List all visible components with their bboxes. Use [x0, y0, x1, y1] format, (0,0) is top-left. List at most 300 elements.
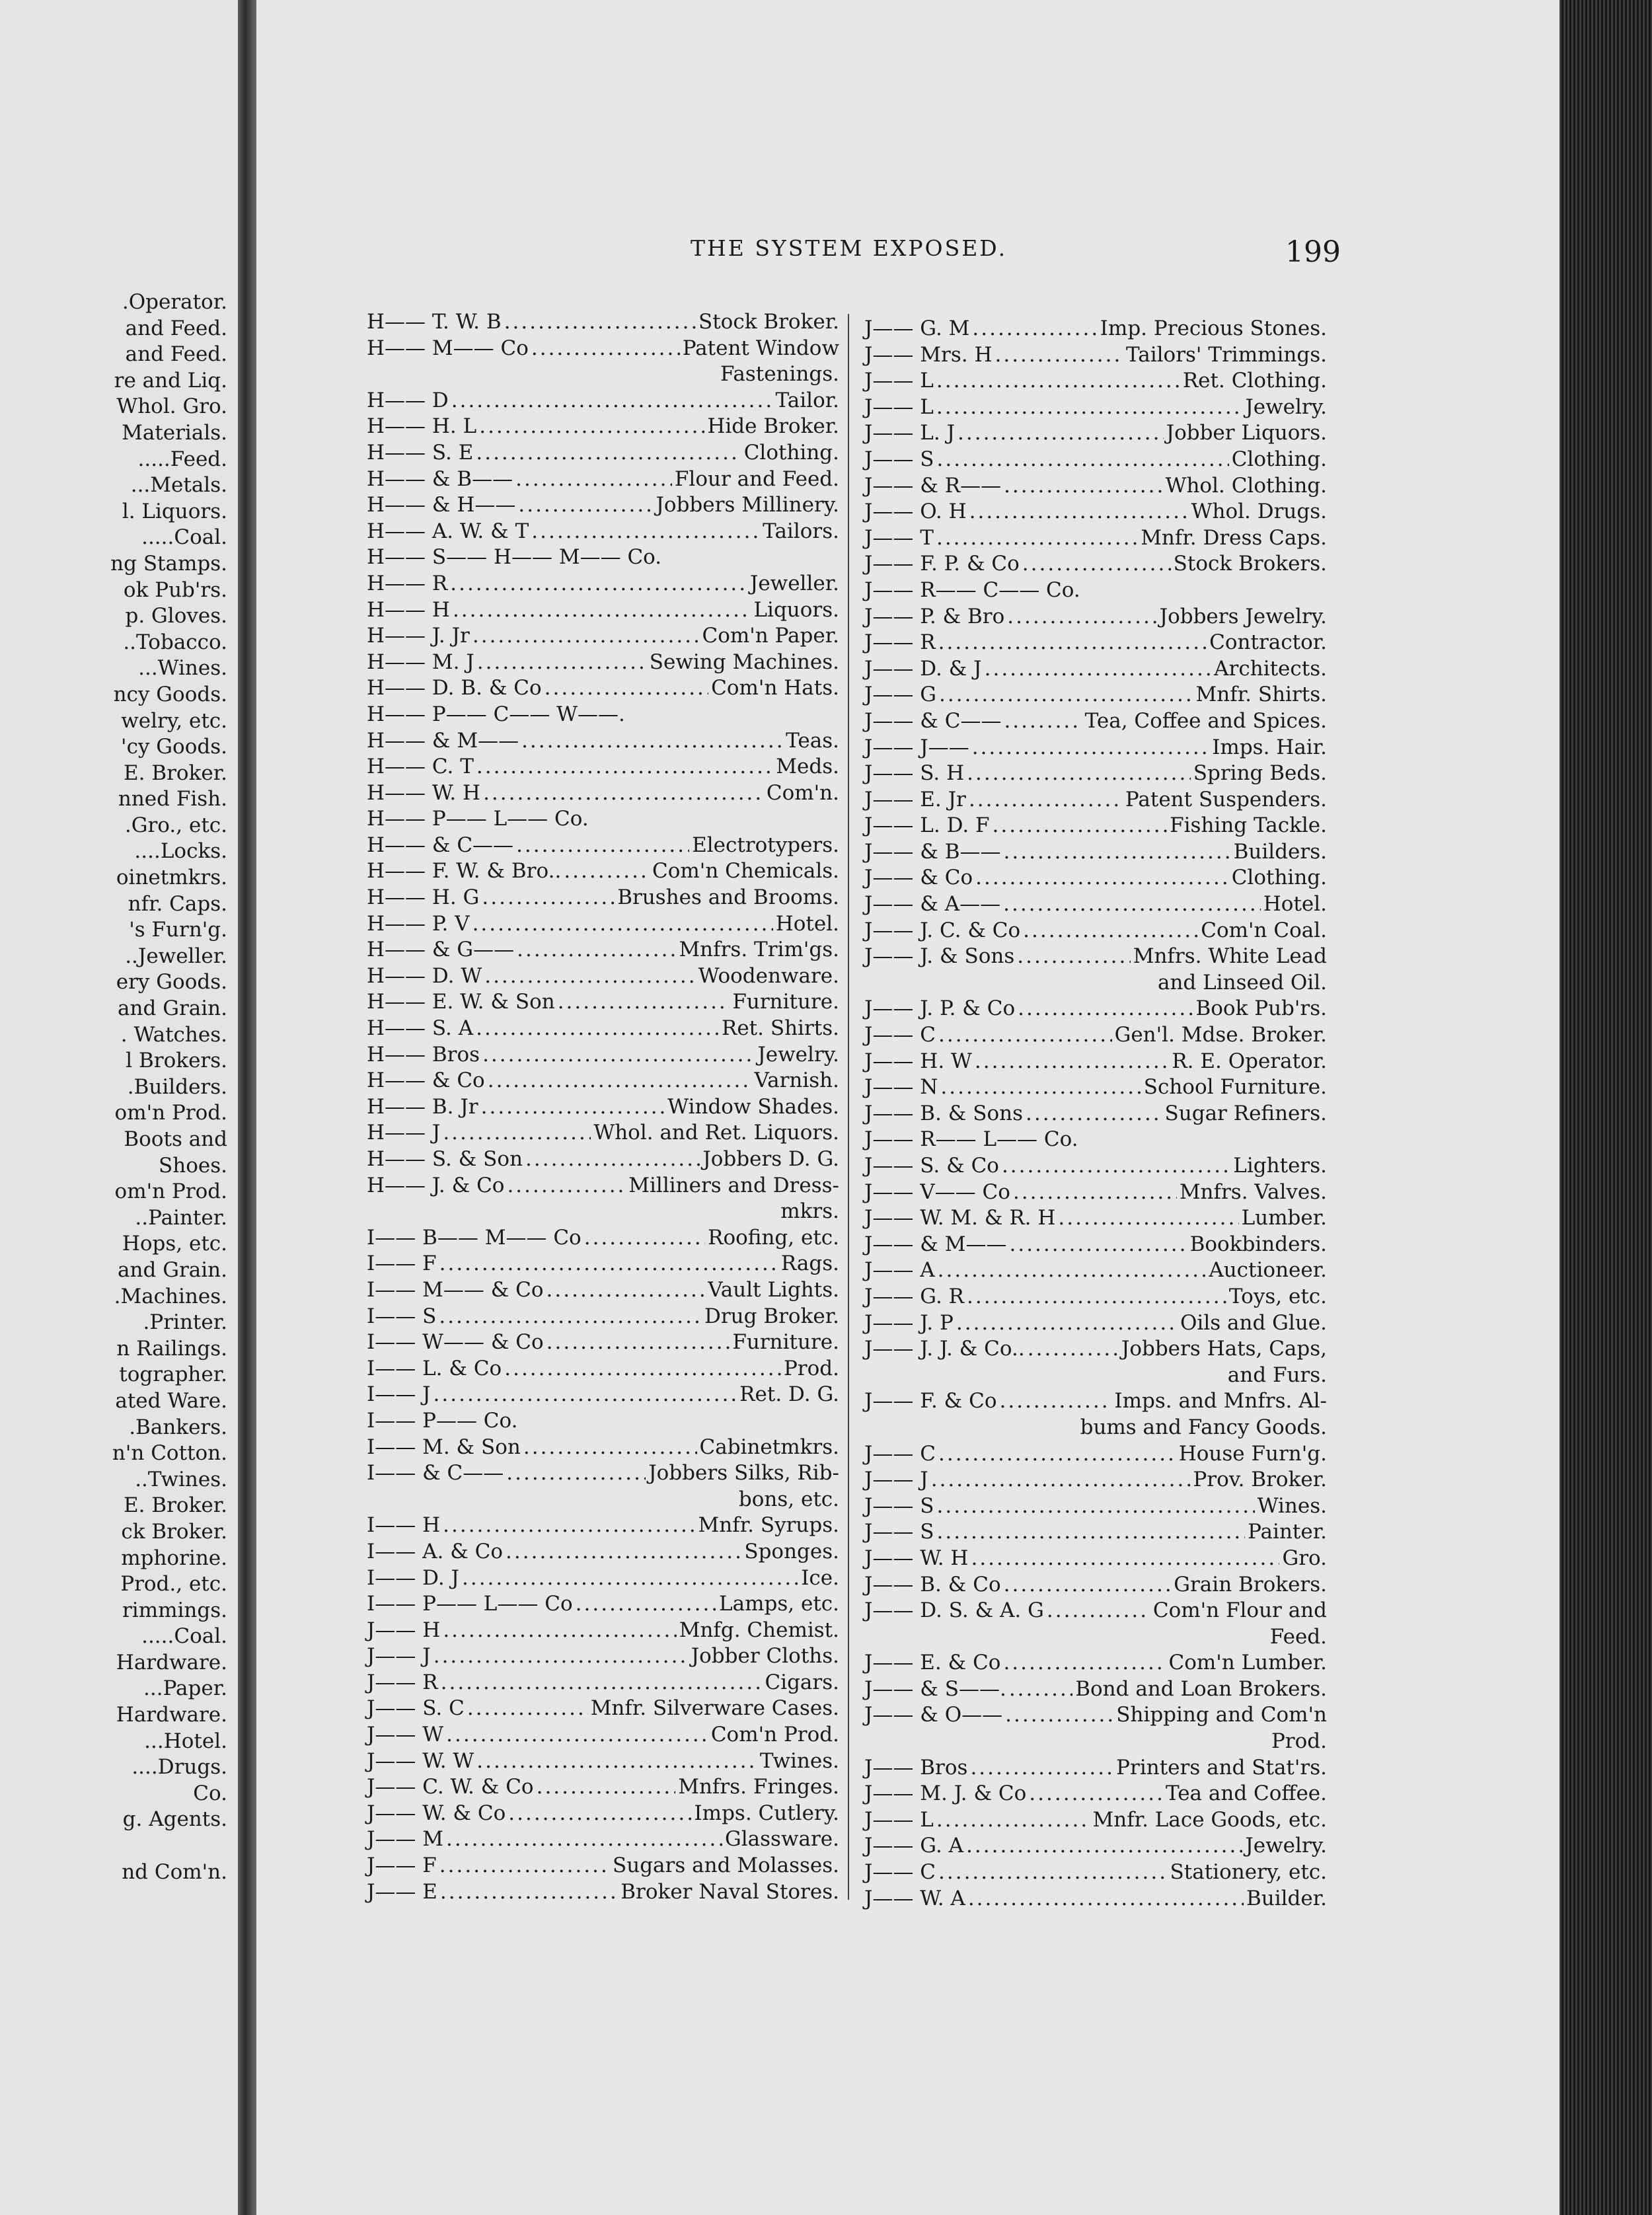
- directory-entry: [367, 1435, 839, 1461]
- entry-name: I—— A. & Co: [367, 1539, 504, 1563]
- entry-name: H—— C. T: [367, 755, 474, 779]
- entry-occupation: Cigars.: [765, 1670, 839, 1694]
- entry-occupation: Lumber.: [1241, 1206, 1327, 1230]
- left-fragment-line: om'n Prod.: [114, 1180, 227, 1204]
- dot-leader: [970, 1755, 1113, 1782]
- dot-leader: [975, 1049, 1169, 1075]
- entry-name: J—— & A——: [864, 892, 1001, 917]
- directory-entry: [864, 1127, 1327, 1153]
- left-fragment-line: Co.: [193, 1781, 227, 1805]
- entry-occupation: Teas.: [786, 728, 839, 753]
- entry-occupation: Jobber Liquors.: [1166, 421, 1327, 445]
- entry-occupation: Wines.: [1257, 1493, 1327, 1518]
- dot-leader: [985, 656, 1212, 683]
- directory-entry: [367, 1016, 839, 1042]
- directory-entry: [367, 937, 839, 963]
- dot-leader: [1003, 891, 1261, 918]
- entry-occupation: Whol. Clothing.: [1165, 473, 1327, 498]
- dot-leader: [972, 735, 1209, 761]
- directory-entry: [367, 361, 839, 388]
- entry-name: J—— E: [367, 1879, 437, 1904]
- directory-entry: [864, 1074, 1327, 1101]
- directory-entry: [864, 839, 1327, 866]
- dot-leader: [971, 1546, 1279, 1572]
- directory-entry: [864, 1781, 1327, 1807]
- entry-occupation: Book Pub'rs.: [1195, 996, 1327, 1021]
- left-fragment-line: and Grain.: [118, 1258, 227, 1282]
- page-number: 199: [1285, 235, 1341, 269]
- directory-entry: [367, 1330, 839, 1356]
- entry-name: J—— & C——: [864, 708, 1002, 733]
- left-fragment-line: ...Paper.: [143, 1676, 227, 1701]
- entry-occupation: Imp. Precious Stones.: [1100, 317, 1327, 340]
- directory-entry: [864, 1859, 1327, 1886]
- directory-entry: [367, 1173, 839, 1199]
- entry-occupation: Electrotypers.: [692, 833, 839, 857]
- entry-name: J—— J. & Sons: [864, 944, 1015, 969]
- dot-leader: [439, 1251, 778, 1277]
- entry-name: H—— S. & Son: [367, 1147, 523, 1171]
- entry-occupation: Brushes and Brooms.: [617, 885, 839, 910]
- directory-entry: [864, 420, 1327, 447]
- entry-name: I—— D. J: [367, 1565, 459, 1590]
- entry-occupation: Fastenings.: [720, 362, 839, 387]
- directory-entry: [864, 787, 1327, 813]
- entry-name: J—— C. W. & Co: [367, 1775, 534, 1799]
- entry-name: J—— & R——: [864, 473, 1002, 498]
- entry-name: H—— M. J: [367, 650, 474, 674]
- left-fragment-line: and Grain.: [118, 996, 227, 1021]
- left-fragment-line: Hardware.: [116, 1650, 227, 1674]
- directory-entry: [864, 525, 1327, 552]
- dot-leader: [576, 1591, 716, 1618]
- entry-occupation: Sugars and Molasses.: [613, 1854, 839, 1878]
- left-fragment-line: ...Hotel.: [144, 1729, 227, 1753]
- left-fragment-line: ..Jeweller.: [125, 944, 227, 968]
- dot-leader: [1058, 1205, 1238, 1232]
- entry-name: J—— J: [864, 1468, 928, 1492]
- entry-occupation: Tailors.: [763, 519, 839, 543]
- left-fragment-line: .Machines.: [114, 1284, 227, 1308]
- entry-name: I—— M—— & Co: [367, 1277, 544, 1302]
- directory-entry: [367, 1120, 839, 1146]
- entry-occupation: Jewelry.: [1245, 394, 1327, 419]
- dot-leader: [537, 1774, 676, 1801]
- left-fragment-line: g. Agents.: [122, 1807, 227, 1832]
- entry-name: J—— D. & J: [864, 656, 982, 681]
- left-fragment-line: ..Twines.: [135, 1467, 227, 1491]
- left-fragment-line: oinetmkrs.: [116, 866, 227, 890]
- entry-name: H—— & B——: [367, 467, 513, 491]
- directory-entry: [367, 1042, 839, 1069]
- directory-entry: [367, 1696, 839, 1722]
- left-fragment-line: ...Wines.: [138, 656, 227, 681]
- directory-entry: [367, 1879, 839, 1906]
- dot-leader: [993, 813, 1168, 839]
- left-fragment-line: nned Fish.: [118, 787, 227, 811]
- directory-entry: [367, 1591, 839, 1618]
- entry-name: H—— P—— C—— W——.: [367, 702, 625, 726]
- directory-entry: [864, 604, 1327, 630]
- dot-leader: [1018, 996, 1193, 1022]
- entry-name: J—— L. D. F: [864, 813, 990, 838]
- dot-leader: [1028, 1336, 1119, 1363]
- entry-name: J—— R: [864, 630, 936, 655]
- directory-entry: [367, 571, 839, 597]
- entry-occupation: Sugar Refiners.: [1164, 1101, 1327, 1125]
- entry-occupation: Ret. Shirts.: [721, 1016, 839, 1041]
- directory-entry: [367, 1068, 839, 1094]
- entry-occupation: Roofing, etc.: [708, 1225, 839, 1250]
- entry-occupation: Toys, etc.: [1228, 1284, 1327, 1308]
- directory-entry: [367, 1774, 839, 1801]
- entry-name: J—— R: [367, 1670, 438, 1694]
- entry-name: I—— B—— M—— Co: [367, 1225, 582, 1250]
- left-page-fragment: [0, 0, 238, 2215]
- entry-name: J—— J: [367, 1644, 431, 1669]
- entry-occupation: Com'n Flour and: [1152, 1598, 1327, 1623]
- directory-entry: [864, 1310, 1327, 1337]
- dot-leader: [931, 1467, 1191, 1493]
- directory-entry: [864, 918, 1327, 944]
- directory-entry: [864, 996, 1327, 1022]
- entry-occupation: Com'n Prod.: [710, 1723, 839, 1747]
- entry-name: J—— J. C. & Co: [864, 918, 1021, 942]
- dot-leader: [1013, 1180, 1177, 1206]
- left-fragment-line: ck Broker.: [121, 1519, 227, 1544]
- entry-occupation: Com'n Lumber.: [1168, 1651, 1327, 1675]
- left-fragment-line: and Feed.: [125, 316, 227, 340]
- left-fragment-line: Materials.: [122, 420, 227, 445]
- entry-name: H—— A. W. & T: [367, 519, 529, 543]
- left-fragment-line: Prod., etc.: [120, 1572, 227, 1596]
- entry-name: J—— G: [864, 683, 937, 707]
- entry-occupation: Cabinetmkrs.: [699, 1435, 839, 1459]
- directory-entry: [367, 309, 839, 336]
- entry-occupation: Jewelry.: [1245, 1834, 1327, 1858]
- directory-column-right: [864, 316, 1327, 1912]
- left-fragment-line: E. Broker.: [124, 1493, 227, 1518]
- entry-name: J—— & M——: [864, 1232, 1007, 1256]
- entry-name: I—— & C——: [367, 1461, 504, 1485]
- directory-entry: [367, 1722, 839, 1748]
- directory-entry: [367, 1565, 839, 1592]
- dot-leader: [546, 1330, 730, 1356]
- entry-name: J—— W. W: [367, 1748, 474, 1773]
- entry-name: J—— L: [864, 369, 934, 393]
- entry-occupation: Oils and Glue.: [1180, 1310, 1327, 1335]
- dot-leader: [504, 309, 696, 336]
- dot-leader: [483, 780, 764, 807]
- directory-entry: [367, 702, 839, 728]
- directory-entry: [864, 551, 1327, 578]
- dot-leader: [938, 1859, 1168, 1886]
- entry-name: J—— C: [864, 1023, 936, 1047]
- directory-entry: [864, 1441, 1327, 1468]
- dot-leader: [443, 1513, 695, 1539]
- entry-occupation: Grain Brokers.: [1174, 1572, 1327, 1596]
- directory-entry: [367, 1801, 839, 1827]
- entry-name: H—— Bros: [367, 1042, 480, 1067]
- directory-entry: [367, 388, 839, 414]
- directory-entry: [864, 813, 1327, 839]
- entry-occupation: Rags.: [780, 1252, 839, 1276]
- dot-leader: [440, 1879, 618, 1906]
- entry-occupation: Jeweller.: [749, 571, 839, 595]
- directory-entry: [367, 1225, 839, 1252]
- dot-leader: [957, 420, 1164, 447]
- entry-occupation: School Furniture.: [1143, 1075, 1327, 1100]
- directory-entry: [367, 1094, 839, 1121]
- entry-occupation: Com'n.: [766, 780, 839, 805]
- entry-name: H—— H. L: [367, 414, 477, 439]
- entry-occupation: Whol. and Ret. Liquors.: [593, 1121, 839, 1145]
- directory-entry: [864, 1415, 1327, 1441]
- entry-occupation: Lighters.: [1233, 1154, 1327, 1178]
- entry-occupation: Mnfg. Chemist.: [679, 1618, 839, 1642]
- directory-entry: [367, 806, 839, 833]
- entry-name: H—— H. G: [367, 885, 480, 910]
- dot-leader: [1009, 1676, 1072, 1703]
- directory-entry: [367, 1382, 839, 1408]
- dot-leader: [1004, 1572, 1172, 1598]
- entry-occupation: Ice.: [801, 1565, 839, 1590]
- dot-leader: [477, 650, 647, 676]
- entry-occupation: Bond and Loan Brokers.: [1075, 1676, 1327, 1701]
- dot-leader: [937, 1519, 1246, 1546]
- directory-entry: [367, 623, 839, 650]
- entry-occupation: Mnfr. Shirts.: [1195, 683, 1327, 707]
- dot-leader: [936, 368, 1180, 394]
- dot-leader: [443, 1618, 676, 1644]
- directory-entry: [367, 1853, 839, 1879]
- dot-leader: [446, 1826, 722, 1853]
- left-page-list: [110, 289, 227, 1885]
- dot-leader: [476, 754, 773, 780]
- entry-occupation: Com'n Chemicals.: [652, 859, 839, 883]
- entry-occupation: Hotel.: [775, 911, 839, 936]
- entry-name: J—— L. J: [864, 421, 956, 445]
- entry-name: J—— P. & Bro: [864, 604, 1005, 628]
- dot-leader: [1017, 944, 1130, 970]
- directory-entry: [367, 1670, 839, 1696]
- directory-column-left: [367, 309, 839, 1905]
- entry-name: H—— & Co: [367, 1069, 485, 1093]
- dot-leader: [967, 1284, 1226, 1310]
- entry-occupation: House Furn'g.: [1178, 1441, 1327, 1466]
- left-fragment-line: ...Metals.: [130, 473, 227, 498]
- directory-entry: [864, 1546, 1327, 1572]
- entry-name: J—— C: [864, 1441, 936, 1466]
- entry-name: H—— H: [367, 597, 450, 622]
- dot-leader: [544, 675, 708, 702]
- directory-entry: [367, 858, 839, 885]
- entry-name: H—— & G——: [367, 938, 515, 962]
- directory-entry: [367, 1408, 839, 1435]
- directory-entry: [864, 1049, 1327, 1075]
- entry-occupation: Mnfr. Lace Goods, etc.: [1092, 1807, 1327, 1832]
- directory-entry: [367, 675, 839, 702]
- entry-occupation: Ret. D. G.: [739, 1382, 839, 1407]
- entry-occupation: Com'n Coal.: [1201, 918, 1327, 942]
- left-fragment-line: mphorine.: [121, 1546, 227, 1570]
- left-fragment-line: .Printer.: [143, 1310, 227, 1335]
- dot-leader: [479, 414, 704, 440]
- left-fragment-line: ....Drugs.: [131, 1755, 227, 1780]
- dot-leader: [1005, 1702, 1113, 1729]
- entry-occupation: Sewing Machines.: [649, 650, 839, 674]
- directory-entry: [367, 1618, 839, 1644]
- directory-entry: [864, 1101, 1327, 1127]
- directory-entry: [367, 336, 839, 362]
- entry-name: H—— & H——: [367, 493, 516, 517]
- dot-leader: [488, 1068, 752, 1094]
- directory-entry: [864, 1493, 1327, 1520]
- entry-name: J—— A: [864, 1258, 935, 1283]
- left-fragment-line: n Railings.: [116, 1336, 227, 1361]
- entry-name: H—— J: [367, 1121, 441, 1145]
- entry-name: H—— D: [367, 388, 449, 412]
- directory-entry: [864, 316, 1327, 342]
- dot-leader: [441, 1670, 763, 1696]
- directory-entry: [864, 656, 1327, 683]
- entry-occupation: Bookbinders.: [1189, 1232, 1327, 1256]
- entry-name: J—— H: [367, 1618, 441, 1642]
- entry-occupation: Feed.: [1269, 1624, 1327, 1649]
- entry-name: J—— W: [367, 1723, 444, 1747]
- entry-name: J—— O. H: [864, 500, 967, 524]
- entry-occupation: Patent Window: [682, 336, 839, 360]
- entry-name: J—— B. & Co: [864, 1572, 1001, 1596]
- left-fragment-line: ng Stamps.: [110, 551, 227, 576]
- dot-leader: [531, 519, 760, 545]
- directory-entry: [367, 885, 839, 911]
- entry-name: I—— L. & Co: [367, 1356, 502, 1380]
- dot-leader: [453, 597, 751, 624]
- entry-occupation: Mnfr. Silverware Cases.: [590, 1696, 839, 1721]
- dot-leader: [938, 630, 1207, 656]
- entry-name: J—— W. A: [864, 1886, 965, 1910]
- dot-leader: [975, 865, 1229, 891]
- left-fragment-line: n'n Cotton.: [112, 1441, 227, 1466]
- entry-occupation: Hide Broker.: [707, 414, 839, 439]
- entry-occupation: Broker Naval Stores.: [620, 1879, 839, 1904]
- left-fragment-line: ....Locks.: [134, 839, 227, 864]
- directory-entry: [864, 1022, 1327, 1049]
- directory-entry: [367, 963, 839, 990]
- entry-occupation: Imps. Cutlery.: [694, 1801, 839, 1825]
- running-head: THE SYSTEM EXPOSED.: [691, 235, 1008, 261]
- entry-occupation: Woodenware.: [698, 963, 839, 988]
- dot-leader: [482, 885, 615, 911]
- directory-entry: [864, 1336, 1327, 1363]
- entry-name: J—— S. & Co: [864, 1154, 999, 1178]
- directory-entry: [367, 1277, 839, 1304]
- entry-name: J—— & O——: [864, 1703, 1003, 1727]
- directory-entry: [864, 1205, 1327, 1232]
- dot-leader: [506, 1539, 741, 1565]
- dot-leader: [443, 1120, 591, 1146]
- entry-occupation: R. E. Operator.: [1172, 1049, 1327, 1073]
- entry-name: J—— & S——.: [864, 1676, 1006, 1701]
- directory-entry: [864, 1624, 1327, 1651]
- directory-entry: [367, 1513, 839, 1539]
- directory-entry: [864, 1258, 1327, 1284]
- directory-entry: [367, 1251, 839, 1277]
- directory-entry: [367, 1199, 839, 1225]
- entry-occupation: Tailor.: [775, 388, 839, 412]
- entry-occupation: Stationery, etc.: [1170, 1860, 1327, 1885]
- entry-name: J—— G. M: [864, 317, 970, 340]
- entry-name: H—— D. W: [367, 963, 482, 988]
- left-fragment-line: .....Coal.: [141, 525, 227, 550]
- entry-name: J—— L: [864, 394, 934, 419]
- entry-name: H—— P—— L—— Co.: [367, 807, 589, 831]
- entry-occupation: Liquors.: [753, 597, 839, 622]
- dot-leader: [1003, 1650, 1166, 1676]
- left-fragment-line: 's Furn'g.: [129, 918, 227, 942]
- entry-occupation: Painter.: [1248, 1520, 1327, 1544]
- directory-entry: [864, 865, 1327, 891]
- entry-name: H—— W. H: [367, 780, 481, 805]
- directory-entry: [864, 1886, 1327, 1912]
- dot-leader: [967, 761, 1191, 787]
- left-fragment-line: rimmings.: [122, 1598, 227, 1622]
- entry-name: I—— W—— & Co: [367, 1330, 544, 1355]
- entry-occupation: Tea, Coffee and Spices.: [1084, 708, 1327, 733]
- directory-entry: [864, 735, 1327, 761]
- dot-leader: [936, 1807, 1090, 1834]
- dot-leader: [937, 447, 1229, 473]
- directory-entry: [864, 1833, 1327, 1859]
- entry-occupation: Imps. and Mnfrs. Al-: [1114, 1389, 1327, 1413]
- column-divider: [848, 314, 849, 1900]
- entry-name: H—— & C——: [367, 833, 514, 857]
- entry-occupation: Prod.: [783, 1356, 839, 1380]
- directory-entry: [367, 780, 839, 807]
- dot-leader: [1004, 473, 1163, 500]
- entry-occupation: Jobbers Silks, Rib-: [648, 1461, 839, 1485]
- entry-occupation: Furniture.: [732, 1330, 839, 1355]
- entry-occupation: Jewelry.: [757, 1042, 839, 1067]
- left-fragment-line: .Bankers.: [129, 1415, 227, 1439]
- dot-leader: [956, 1310, 1178, 1337]
- entry-name: J—— E. & Co: [864, 1651, 1001, 1675]
- dot-leader: [476, 1748, 757, 1775]
- entry-name: J—— J. J. & Co..: [864, 1337, 1025, 1361]
- directory-entry: [864, 891, 1327, 918]
- left-fragment-line: .Gro., etc.: [124, 813, 227, 837]
- entry-name: H—— S—— H—— M—— Co.: [367, 545, 662, 570]
- left-fragment-line: l. Liquors.: [122, 499, 227, 523]
- left-fragment-line: nfr. Caps.: [128, 891, 227, 916]
- dot-leader: [481, 1094, 665, 1121]
- directory-entry: [367, 492, 839, 519]
- dot-leader: [482, 1042, 755, 1069]
- entry-name: J—— C: [864, 1860, 936, 1885]
- book-gutter: [238, 0, 256, 2215]
- entry-name: J—— W. H: [864, 1546, 969, 1570]
- entry-occupation: Mnfrs. Trim'gs.: [679, 938, 839, 962]
- dot-leader: [462, 1565, 798, 1592]
- dot-leader: [938, 1022, 1112, 1049]
- dot-leader: [972, 316, 1097, 342]
- left-fragment-line: tographer.: [119, 1363, 227, 1387]
- entry-name: J—— R—— C—— Co.: [864, 578, 1080, 602]
- dot-leader: [1004, 839, 1231, 866]
- entry-occupation: Patent Suspenders.: [1125, 787, 1327, 811]
- dot-leader: [995, 342, 1123, 369]
